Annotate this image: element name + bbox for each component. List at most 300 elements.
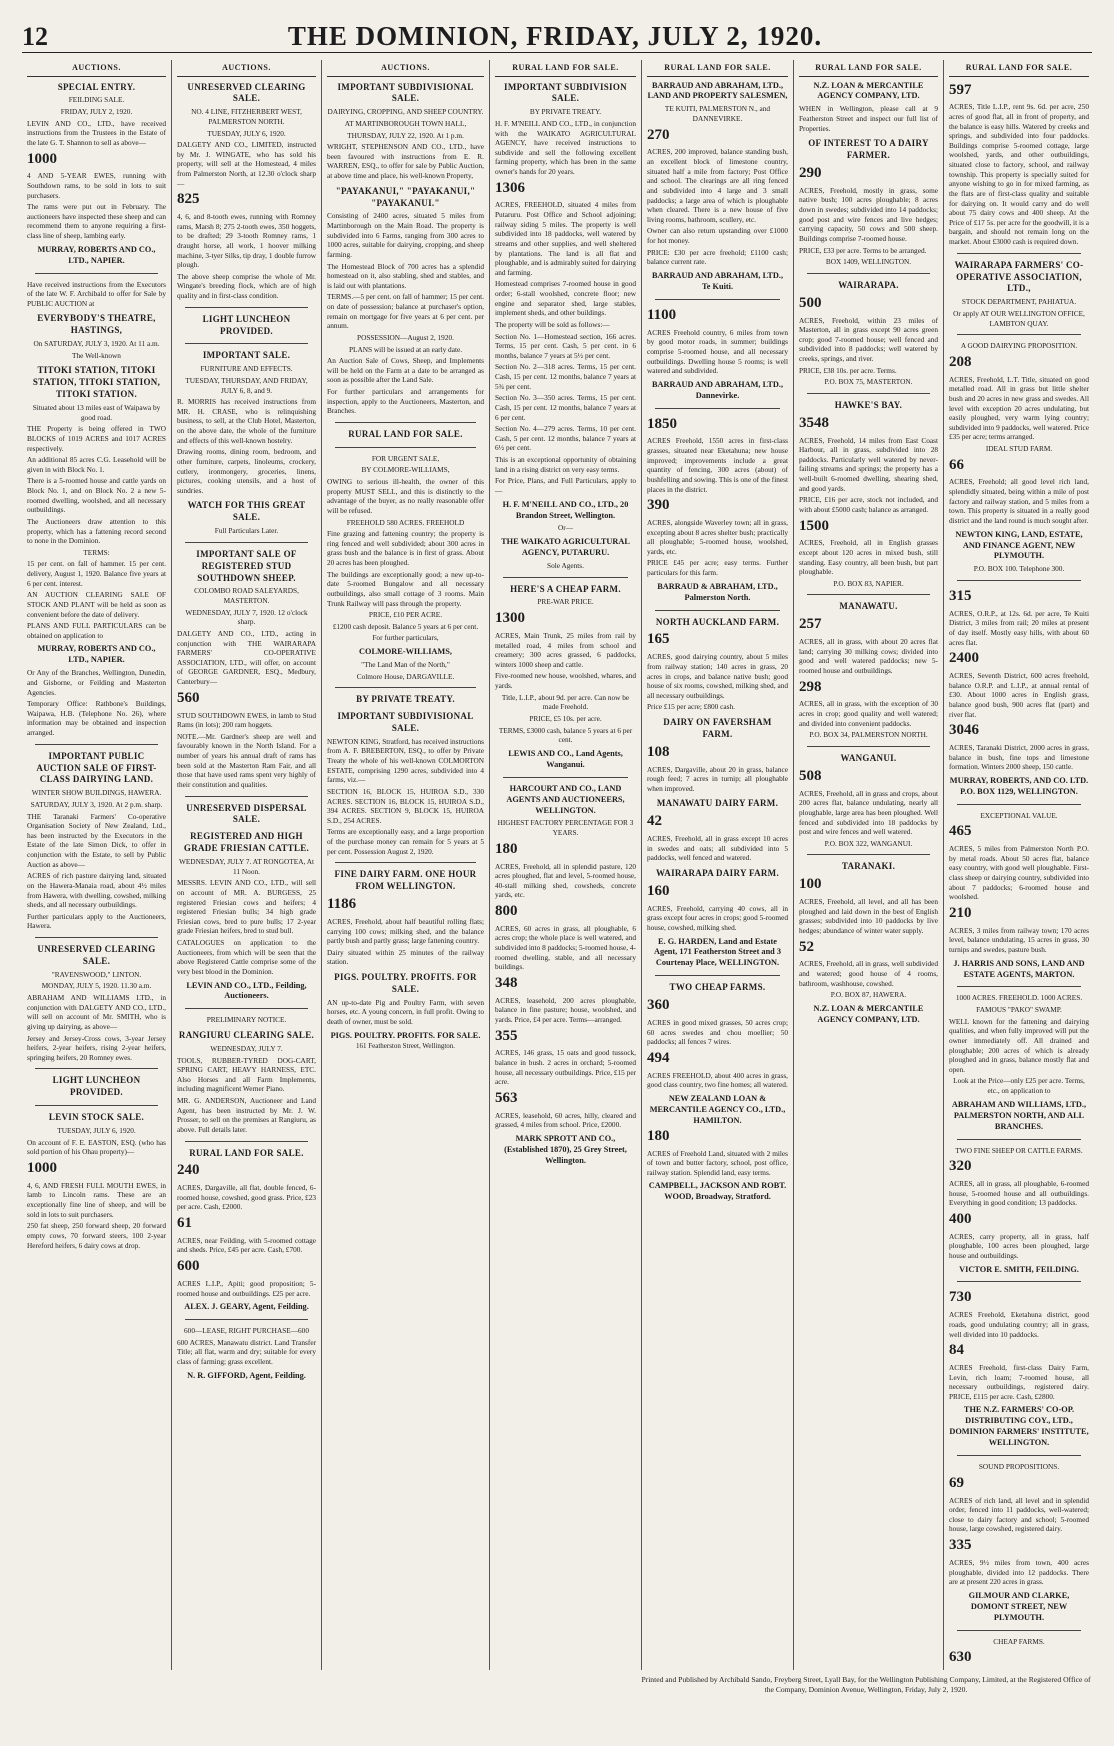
ad-centered-line: POSSESSION—August 2, 1920. xyxy=(357,332,454,342)
ad-acreage: 108 xyxy=(647,743,670,760)
ad-firm-name: BARRAUD AND ABRAHAM, LTD., Te Kuiti. xyxy=(651,270,784,291)
ad-heading: MANAWATU DAIRY FARM. xyxy=(656,798,779,809)
ad-paragraph: AN AUCTION CLEARING SALE OF STOCK AND PLANT will be held as soon as convenient before the date of delivery. xyxy=(27,590,166,619)
ad-divider xyxy=(807,746,930,747)
ad-divider xyxy=(655,975,780,976)
page-number: 12 xyxy=(22,22,48,51)
ad-paragraph: ACRES, all in grass, with the exception of 30 acres in crop; good quality and well watered; and divided into convenient paddocks. xyxy=(799,699,938,728)
ad-centered-line: WINTER SHOW BUILDINGS, HAWERA. xyxy=(31,788,162,798)
ad-centered-line: 1000 ACRES. FREEHOLD. 1000 ACRES. xyxy=(955,993,1083,1003)
ad-paragraph: ACRES, good dairying country, about 5 miles from railway station; 140 acres in grass, 20 acres in crops, and balance native bush; good house of six rooms, cowshed, milking shed, and all necessary outbuildings. xyxy=(647,652,788,700)
ad-heading: RURAL LAND FOR SALE. xyxy=(348,428,463,439)
ad-acreage: 298 xyxy=(799,678,822,695)
ad-centered-line: EXCEPTIONAL VALUE. xyxy=(980,810,1058,820)
ad-centered-line: P.O. BOX 75, MASTERTON. xyxy=(824,377,913,387)
ad-heading: OF INTEREST TO A DAIRY FARMER. xyxy=(808,138,929,161)
ad-divider xyxy=(335,447,476,448)
ad-acreage: 290 xyxy=(799,165,822,182)
ad-paragraph: ACRES, leasehold, 200 acres ploughable, balance in fine pasture; house, woolshed, and yards. Price, £4 per acre. Terms—arranged. xyxy=(495,995,636,1024)
ad-firm-name: VICTOR E. SMITH, FEILDING. xyxy=(959,1264,1079,1274)
ad-firm-name: BARRAUD AND ABRAHAM, LTD., LAND AND PROPERTY SALESMEN, xyxy=(647,80,788,101)
ad-heading: LIGHT LUNCHEON PROVIDED. xyxy=(52,1075,141,1098)
ad-acreage: 2400 xyxy=(949,650,979,667)
ad-heading: SPECIAL ENTRY. xyxy=(57,81,136,92)
ad-acreage: 100 xyxy=(799,876,822,893)
ad-divider xyxy=(957,1455,1081,1456)
ad-paragraph: Jersey and Jersey-Cross cows, 3-year Jersey heifers, 2-year heifers, rising 2-year heifers, springing heifers, 20 Romney ewes. xyxy=(27,1033,166,1062)
ad-divider xyxy=(957,334,1081,335)
ad-acreage: 800 xyxy=(495,903,518,919)
ad-paragraph: PRICE, £16 per acre, stock not included, and with about £5000 cash; balance as arranged. xyxy=(799,495,938,514)
ad-firm-name: HARCOURT AND CO., LAND AGENTS AND AUCTIONEERS, WELLINGTON. xyxy=(506,783,625,815)
ad-centered-line: Or apply AT OUR WELLINGTON OFFICE, LAMBTON QUAY. xyxy=(953,308,1085,328)
column-heading: AUCTIONS. xyxy=(177,60,316,77)
column-heading: RURAL LAND FOR SALE. xyxy=(647,60,788,77)
ad-heading: TARANAKI. xyxy=(841,861,896,872)
ad-acreage: 270 xyxy=(647,126,670,143)
ad-firm-name: THE N.Z. FARMERS' CO-OP. DISTRIBUTING COY., LTD., DOMINION FARMERS' INSTITUTE, WELLINGTON. xyxy=(949,1405,1089,1448)
ad-acreage: 3548 xyxy=(799,414,829,431)
ad-centered-line: £1200 cash deposit. Balance 5 years at 6 per cent. xyxy=(332,621,479,631)
ad-centered-line: PRELIMINARY NOTICE. xyxy=(206,1015,287,1025)
ad-acreage: 208 xyxy=(949,353,972,370)
ad-acreage: 825 xyxy=(177,191,200,208)
ad-firm-name: N.Z. LOAN & MERCANTILE AGENCY COMPANY, LTD. xyxy=(813,1003,924,1024)
ad-paragraph: MR. G. ANDERSON, Auctioneer and Land Agent, has been instructed by Mr. J. W. Prosser, to sell on the premises at Rangiuru, as above. Full details later. xyxy=(177,1096,316,1134)
ad-heading: "PAYAKANUI," "PAYAKANUI," "PAYAKANUI." xyxy=(335,185,476,208)
ad-acreage: 165 xyxy=(647,631,670,648)
ad-firm-name: LEWIS AND CO., Land Agents, Wanganui. xyxy=(508,748,623,769)
ad-paragraph: Temporary Office: Rathbone's Buildings, Waipawa, H.B. (Telephone No. 26), where information may be obtained and inspection arranged. xyxy=(27,699,166,738)
ad-paragraph: ACRES, Freehold, about half beautiful rolling flats; carrying 100 cows; milking shed, and the balance partly bush and partly grass; large fattening country. xyxy=(327,916,484,946)
column-7 xyxy=(944,60,1094,1670)
ad-heading: REGISTERED AND HIGH GRADE FRIESIAN CATTLE. xyxy=(183,831,310,854)
ad-divider xyxy=(655,408,780,409)
ad-centered-line: SOUND PROPOSITIONS. xyxy=(978,1462,1060,1472)
ad-paragraph: On account of F. E. EASTON, ESQ. (who has sold portion of his Ohau property)— xyxy=(27,1137,166,1157)
ad-paragraph: ACRES, 146 grass, 15 oats and good tussock, balance in bush. 2 acres in orchard; 5-roomed house, all necessary outbuildings. Price, £15 per acre. xyxy=(495,1048,636,1087)
ad-centered-line: Situated about 13 miles east of Waipawa by good road. xyxy=(32,403,161,422)
ad-divider xyxy=(185,1141,308,1142)
ad-centered-line: PRICE, £5 10s. per acre. xyxy=(529,713,602,723)
ad-acreage: 1306 xyxy=(495,179,525,196)
ad-heading: FINE DAIRY FARM. ONE HOUR FROM WELLINGTON. xyxy=(334,869,477,892)
ad-heading: IMPORTANT SALE OF REGISTERED STUD SOUTHDOWN SHEEP. xyxy=(196,548,297,583)
ad-paragraph: ACRES, all in grass, all ploughable, 6-roomed house, 5-roomed house and all outbuildings. Everything in good condition; 13 paddocks. xyxy=(949,1178,1089,1208)
ad-centered-line: DAIRYING, CROPPING, AND SHEEP COUNTRY. xyxy=(327,107,484,117)
ad-acreage: 600 xyxy=(177,1258,200,1275)
ad-paragraph: DALGETY AND CO., LIMITED, instructed by Mr. J. WINGATE, who has sold his property, will sell at the Homestead, 4 miles from Palmerston North, at 12.30 o'clock sharp— xyxy=(177,140,316,188)
ad-acreage: 730 xyxy=(949,1289,972,1306)
ad-centered-line: FOR URGENT SALE, xyxy=(371,453,440,463)
ad-paragraph: Section No. 2—318 acres. Terms, 15 per cent. Cash, 15 per cent. 12 months, balance 7 years at 5¾ per cent. xyxy=(495,362,636,391)
ad-centered-line: FAMOUS "PAKO" SWAMP. xyxy=(976,1005,1062,1015)
ad-heading: DAIRY ON FAVERSHAM FARM. xyxy=(663,717,772,739)
ad-centered-line: TUESDAY, JULY 6, 1920. xyxy=(57,1126,136,1136)
ad-paragraph: Section No. 1—Homestead section, 166 acres. Terms, 15 per cent. Cash, 5 per cent. in 6 months, balance 7 years at 5½ per cent. xyxy=(495,331,636,360)
ad-centered-line: WEDNESDAY, JULY 7, 1920. 12 o'clock sharp. xyxy=(185,607,308,627)
ad-paragraph: TOOLS, RUBBER-TYRED DOG-CART, SPRING CART, HEAVY HARNESS, ETC. Also Horses and all Farm Implements, including magnificent Werner Piano. xyxy=(177,1055,316,1094)
ad-paragraph: ACRES, Freehold, all in grass except 10 acres in swedes and oats; all subdivided into 5 paddocks, well fenced and watered. xyxy=(647,834,788,863)
ad-centered-line: BY COLMORE-WILLIAMS, xyxy=(361,465,450,475)
ad-heading: IMPORTANT SUBDIVISIONAL SALE. xyxy=(337,711,474,733)
ad-divider xyxy=(185,307,308,308)
ad-centered-line: THURSDAY, JULY 22, 1920. At 1 p.m. xyxy=(347,130,464,140)
ad-paragraph: ACRES Freehold, 1550 acres in first-class grasses, situated near Eketahuna; new house improved; improvements include a great quantity of fencing, 300 acres (about) of bushfelling and sowing. This is one of the finest places in the district. xyxy=(647,436,788,494)
ad-divider xyxy=(957,986,1081,987)
ad-paragraph: ACRES, Freehold, within 23 miles of Masterton, all in grass except 90 acres green crop; good 7-roomed house; well fenced and subdivided into 8 paddocks; well watered by creeks, springs, and river. xyxy=(799,315,938,364)
ad-firm-name: MURRAY, ROBERTS AND CO., LTD., NAPIER. xyxy=(37,644,156,665)
ad-heading: IMPORTANT SUBDIVISION SALE. xyxy=(504,81,627,104)
column-heading: RURAL LAND FOR SALE. xyxy=(949,60,1089,77)
ad-paragraph: ACRES, Dargaville, about 20 in grass, balance rough feed; 7 acres in turnip; all ploughable when improved. xyxy=(647,764,788,793)
ad-heading: UNRESERVED DISPERSAL SALE. xyxy=(186,802,307,825)
ad-firm-name: GILMOUR AND CLARKE, DOMONT STREET, NEW PLYMOUTH. xyxy=(968,1590,1070,1622)
ad-heading: UNRESERVED CLEARING SALE. xyxy=(37,944,156,966)
ad-paragraph: NEWTON KING, Stratford, has received instructions from A. F. BREBERTON, ESQ., to offer by Private Treaty the whole of his well-known COLMORTON ESTATE, comprising 1290 acres, subdivided into 4 farms, viz.— xyxy=(327,736,484,785)
ad-paragraph: ACRES, 200 improved, balance standing bush, an excellent block of limestone country, situated half a mile from factory; Post Office and school. The clearings are all ring fenced and subdivided into 4 large and 3 small paddocks; a large area of which is ploughable when cleared. There is a new house of five living rooms, bathroom, scullery, etc. xyxy=(647,147,788,224)
ad-firm-name: ABRAHAM AND WILLIAMS, LTD., PALMERSTON NORTH, AND ALL BRANCHES. xyxy=(951,1099,1087,1131)
ad-paragraph: H. F. M'NEILL AND CO., LTD., in conjunction with the WAIKATO AGRICULTURAL AGENCY, have received instructions to subdivide and sell the following excellent farming property, which has been in the same owner's hands for 20 years. xyxy=(495,118,636,177)
ad-acreage: 240 xyxy=(177,1162,200,1179)
ad-paragraph: The rams were put out in February. The auctioneers have inspected these sheep and can recommend them to anyone requiring a first-class line of sheep, lambing early. xyxy=(27,202,166,241)
ad-paragraph: TERMS.—5 per cent. on fall of hammer; 15 per cent. on date of possession; balance at purchaser's option, remain on mortgage for five years at 6 per cent. per annum. xyxy=(327,292,484,331)
ad-centered-line: MONDAY, JULY 5, 1920. 11.30 a.m. xyxy=(41,981,152,991)
column-heading: AUCTIONS. xyxy=(327,60,484,77)
ad-paragraph: ACRES, alongside Waverley town; all in grass, excepting about 8 acres shelter bush; practically all ploughable; 5-roomed house, woolshed, yards, etc. xyxy=(647,517,788,556)
ad-acreage: 1000 xyxy=(27,150,57,167)
ad-centered-line: FEILDING SALE. xyxy=(68,95,125,105)
ad-acreage: 160 xyxy=(647,882,670,899)
column-3 xyxy=(322,60,490,1670)
ad-paragraph: Owner can also return upstanding over £1000 for hot money. xyxy=(647,226,788,246)
ad-divider xyxy=(655,299,780,300)
ad-acreage: 494 xyxy=(647,1049,670,1066)
ad-divider xyxy=(335,422,476,423)
ad-heading: MANAWATU. xyxy=(839,601,898,612)
ad-paragraph: The property will be sold as follows:— xyxy=(495,319,610,329)
ad-divider xyxy=(35,273,158,274)
ad-centered-line: Or— xyxy=(558,523,573,533)
ad-acreage: 42 xyxy=(647,813,662,830)
ad-heading: TITOKI STATION, TITOKI STATION, TITOKI STATION, TITOKI STATION. xyxy=(32,365,161,400)
ad-heading: IMPORTANT PUBLIC AUCTION SALE OF FIRST-CLASS DAIRYING LAND. xyxy=(36,750,157,785)
ad-divider xyxy=(957,804,1081,805)
ad-paragraph: 4, 6, and 8-tooth ewes, running with Romney rams, Marsh 8; 275 2-tooth ewes, 350 hoggets, to be drafted; 29 3-tooth Romney rams, 1 draught horse, all work, 1 hoover milking machine, 3-tyer Silks, tip dray, 1 double furrow plough. xyxy=(177,212,316,270)
ad-divider xyxy=(35,1068,158,1069)
ad-paragraph: CATALOGUES on application to the Auctioneers, from which will be seen that the above Registered Cattle comprise some of the very best blood in the Dominion. xyxy=(177,938,316,976)
ad-paragraph: THE Property is being offered in TWO BLOCKS of 1019 ACRES and 1017 ACRES respectively. xyxy=(27,424,166,453)
ad-centered-line: AT MARTINBOROUGH TOWN HALL, xyxy=(344,118,467,128)
ad-heading: WATCH FOR THIS GREAT SALE. xyxy=(187,500,306,523)
ad-paragraph: Price £15 per acre; £800 cash. xyxy=(647,702,735,712)
ad-paragraph: ACRES, Freehold, all in English grasses except about 120 acres in mixed bush, still standing. Easy country, all been bush, but part ploughable. xyxy=(799,538,938,577)
ad-centered-line: FREEHOLD 580 ACRES. FREEHOLD xyxy=(346,517,465,527)
ad-divider xyxy=(35,1105,158,1106)
ad-centered-line: TERMS: xyxy=(83,547,110,557)
ad-divider xyxy=(957,253,1081,254)
ad-centered-line: Full Particulars Later. xyxy=(214,526,279,536)
ad-firm-name: E. G. HARDEN, Land and Estate Agent, 171 Featherston Street and 3 Courtenay Place, WELLINGTON. xyxy=(653,936,782,968)
ad-acreage: 360 xyxy=(647,997,670,1014)
ad-paragraph: PRICE: £30 per acre freehold; £1100 cash; balance current rate. xyxy=(647,247,788,267)
ad-divider xyxy=(335,862,476,863)
ad-acreage: 257 xyxy=(799,616,822,633)
ad-heading: EVERYBODY'S THEATRE, HASTINGS, xyxy=(37,313,156,336)
ad-acreage: 69 xyxy=(949,1474,964,1491)
ad-paragraph: ACRES, Seventh District, 600 acres freehold, balance O.R.P. and L.I.P., at annual rental of £30. About 1000 acres in English grass, balance good bush, 900 acres flat (part) and river flat. xyxy=(949,671,1089,719)
ad-centered-line: HIGHEST FACTORY PERCENTAGE FOR 3 YEARS. xyxy=(497,818,634,838)
ad-paragraph: ACRES, Freehold, all in grass and crops, about 200 acres flat, balance undulating, nearly all ploughable, large area has been ploughed. Well fenced and subdivided into 18 paddocks by post and wire fences and well watered. xyxy=(799,788,938,837)
ad-paragraph: There is a 5-roomed house and cattle yards on Block No. 1, and on Block No. 2 a new 5-roomed dwelling, woolshed, and all necessary outbuildings. xyxy=(27,476,166,515)
ad-paragraph: Or Any of the Branches, Wellington, Dunedin, and Gisborne, or Feilding and Masterton Agencies. xyxy=(27,668,166,697)
ad-acreage: 3046 xyxy=(949,722,979,739)
ad-centered-line: Look at the Price—only £25 per acre. Terms, etc., on application to xyxy=(953,1076,1085,1096)
ad-centered-line: TUESDAY, JULY 6, 1920. xyxy=(207,128,286,138)
ad-paragraph: ACRES, 60 acres in grass, all ploughable, 6 acres crop; the whole place is well watered, and subdivided into 8 paddocks; 5-roomed house, 4-roomed dwelling, stable, and all necessary buildings. xyxy=(495,923,636,972)
ad-acreage: 320 xyxy=(949,1158,972,1175)
ad-firm-name: MARK SPROTT AND CO., (Established 1870), 25 Grey Street, Wellington. xyxy=(504,1133,627,1165)
ad-firm-name: BARRAUD & ABRAHAM, LTD., Palmerston North. xyxy=(657,581,778,602)
column-1 xyxy=(22,60,172,1670)
ad-paragraph: ACRES, O.R.P., at 12s. 6d. per acre, Te Kuiti District, 3 miles from rail; 20 miles at present of day itself. Mostly easy hills, with about 60 acres flat. xyxy=(949,608,1089,647)
ad-paragraph: ACRES of rich pasture dairying land, situated on the Hawera-Manaia road, about 4½ miles from Hawera, with dwelling, cowshed, milking sheds, and all necessary outbuildings. xyxy=(27,871,166,910)
ad-paragraph: 4 AND 5-YEAR EWES, running with Southdown rams, to be sold in lots to suit purchasers. xyxy=(27,171,166,200)
ad-paragraph: DALGETY AND CO., LTD., acting in conjunction with THE WAIRARAPA FARMERS' CO-OPERATIVE ASSOCIATION, LTD., will offer, on account of GEORGE GARDNER, ESQ., Medbury, Canterbury— xyxy=(177,628,316,687)
ad-paragraph: THE Taranaki Farmers' Co-operative Organisation Society of New Zealand, Ltd., has been instructed by the Executors in the Estate of the late Simon Dick, to offer in conjunction with the Estate, to sell by Public Auction as above— xyxy=(27,811,166,869)
ad-paragraph: ACRES, Freehold, all level, and all has been ploughed and laid down in the best of English grasses; subdivided into 10 paddocks by live hedges; abundance of winter water supply. xyxy=(799,897,938,935)
ad-paragraph: 4, 6, AND FRESH FULL MOUTH EWES, in lamb to Lincoln rams. These are an exceptionally fine line of sheep, and will be sold in lots to suit purchasers. xyxy=(27,1180,166,1219)
ad-paragraph: ACRES Freehold, first-class Dairy Farm, Levin, rich loam; 7-roomed house, all necessary outbuildings, registered dairy. PRICE, £115 per acre. Cash, £2800. xyxy=(949,1362,1089,1401)
ad-paragraph: ACRES, leasehold, 60 acres, hilly, cleared and grassed, 4 miles from school. Price, £2000. xyxy=(495,1110,636,1130)
ad-divider xyxy=(185,343,308,344)
ad-firm-name: COLMORE-WILLIAMS, xyxy=(359,647,452,657)
ad-paragraph: ACRES, Freehold, mostly in grass, some native bush; 100 acres ploughable; 8 acres down in swedes; subdivided into 14 paddocks; good post and wire fences and live hedges; carrying capacity, 50 cows and 500 sheep. Buildings comprise 7-roomed house. xyxy=(799,185,938,243)
ad-divider xyxy=(957,1630,1081,1631)
ad-paragraph: 250 fat sheep, 250 forward sheep, 20 forward empty cows, 70 forward steers, 100 2-year Hereford heifers, 6 dairy cows at drop. xyxy=(27,1221,166,1250)
ad-firm-name: LEVIN AND CO., LTD., Feilding, Auctioneers. xyxy=(186,980,307,1001)
ad-centered-line: P.O. BOX 87, HAWERA. xyxy=(830,990,907,1000)
ad-paragraph: AN up-to-date Pig and Poultry Farm, with seven horses, etc. A young concern, in full profit. Owing to death of owner, must be sold. xyxy=(327,997,484,1027)
ad-paragraph: ACRES FREEHOLD, about 400 acres in grass, good class country, two fine homes; all watered. xyxy=(647,1070,788,1090)
ad-divider xyxy=(655,610,780,611)
ad-paragraph: ACRES, Taranaki District, 2000 acres in grass, balance in bush, fine tops and limestone formation. Winters 2000 sheep, 150 cattle. xyxy=(949,743,1089,772)
ad-paragraph: For further particulars and arrangements for inspection, apply to the Auctioneers, Masterton, and Branches. xyxy=(327,387,484,416)
ad-heading: UNRESERVED CLEARING SALE. xyxy=(187,81,306,104)
ad-centered-line: PLANS will be issued at an early date. xyxy=(348,344,463,354)
ad-centered-line: SATURDAY, JULY 3, 1920. At 2 p.m. sharp. xyxy=(30,799,163,809)
ad-paragraph: ACRES, near Feilding, with 5-roomed cottage and sheds. Price, £45 per acre. Cash, £700. xyxy=(177,1235,316,1255)
ad-heading: LIGHT LUNCHEON PROVIDED. xyxy=(202,313,291,336)
column-2 xyxy=(172,60,322,1670)
ad-paragraph: Section No. 4—279 acres. Terms, 10 per cent. Cash, 5 per cent. 12 months, balance 7 years at 6½ per cent. xyxy=(495,424,636,453)
ad-centered-line: COLOMBO ROAD SALEYARDS, MASTERTON. xyxy=(194,586,299,606)
ad-acreage: 61 xyxy=(177,1215,192,1232)
ad-centered-line: CHEAP FARMS. xyxy=(993,1636,1045,1646)
column-6 xyxy=(794,60,944,1670)
ad-paragraph: An additional 85 acres C.G. Leasehold will be given in with Block No. 1. xyxy=(27,455,166,474)
ad-firm-name: CAMPBELL, JACKSON AND ROBT. WOOD, Broadway, Stratford. xyxy=(648,1181,787,1202)
ad-paragraph: The Auctioneers draw attention to this property, which has a fattening record second to none in the Dominion. xyxy=(27,516,166,546)
ad-paragraph: NOTE.—Mr. Gardner's sheep are well and favourably known in the North Island. For a number of years his annual draft of rams has been sold at the Masterton Ram Fair, and all those that have used rams spent very highly of their constitution and qualities. xyxy=(177,731,316,789)
ad-paragraph: ACRES Freehold, Eketahuna district, good roads, good undulating country; all in grass, well divided into 10 paddocks. xyxy=(949,1310,1089,1339)
ad-paragraph: Further particulars apply to the Auctioneers, Hawera. xyxy=(27,911,166,931)
ad-firm-name: H. F. M'NEILL AND CO., LTD., 20 Brandon Street, Wellington. xyxy=(502,499,629,520)
ad-paragraph: Drawing rooms, dining room, bedroom, and other furniture, carpets, linoleums, crockery, cutlery, ironmongery, groceries, linens, pictures, cooking utensils, and a host of sundries. xyxy=(177,447,316,495)
ad-heading: HAWKE'S BAY. xyxy=(834,399,903,410)
ad-centered-line: FRIDAY, JULY 2, 1920. xyxy=(60,107,133,117)
ad-paragraph: OWING to serious ill-health, the owner of this property MUST SELL, and this is distinctly to the advantage of the buyer, as no really reasonable offer will be refused. xyxy=(327,477,484,515)
ad-centered-line: WEDNESDAY, JULY 7. xyxy=(210,1043,283,1053)
ad-divider xyxy=(807,854,930,855)
ad-paragraph: STUD SOUTHDOWN EWES, in lamb to Stud Rams (in lots); 200 ram hoggets. xyxy=(177,710,316,730)
ad-acreage: 1300 xyxy=(495,610,525,627)
ad-acreage: 500 xyxy=(799,294,822,311)
ad-paragraph: Consisting of 2400 acres, situated 5 miles from Martinborough on the Main Road. The property is subdivided into 6 Farms, ranging from 300 acres to 1000 acres, suitable for dairying, cropping, and sheep farming. xyxy=(327,211,484,259)
ad-centered-line: "The Land Man of the North," xyxy=(361,659,450,669)
ad-centered-line: BOX 1409, WELLINGTON. xyxy=(825,257,912,267)
ad-divider xyxy=(185,796,308,797)
ad-firm-name: N. R. GIFFORD, Agent, Feilding. xyxy=(187,1370,306,1380)
ad-centered-line: On SATURDAY, JULY 3, 1920. At 11 a.m. xyxy=(33,339,160,349)
ad-acreage: 508 xyxy=(799,767,822,784)
ad-paragraph: An Auction Sale of Cows, Sheep, and Implements will be held on the Farm at a date to be arranged as soon as possible after the Land Sale. xyxy=(327,356,484,385)
newspaper-title: THE DOMINION, FRIDAY, JULY 2, 1920. xyxy=(287,21,823,51)
ad-acreage: 1100 xyxy=(647,306,677,323)
ad-heading: RANGIURU CLEARING SALE. xyxy=(178,1030,315,1041)
ad-centered-line: For further particulars, xyxy=(372,633,439,643)
ad-divider xyxy=(335,687,476,688)
ad-paragraph: ACRES of rich land, all level and in splendid order, fenced into 11 paddocks, well-watered; close to dairy factory and school; 5-roomed house, large cowshed, registered dairy. xyxy=(949,1495,1089,1534)
column-area xyxy=(22,60,1094,1670)
ad-paragraph: ACRES, 3 miles from railway town; 170 acres level, balance undulating, 15 acres in grass, 30 turnips and swedes, pasture bush. xyxy=(949,925,1089,954)
column-4 xyxy=(490,60,642,1670)
ad-firm-name: NEW ZEALAND LOAN & MERCANTILE AGENCY CO., LTD., HAMILTON. xyxy=(649,1093,786,1125)
ad-paragraph: ACRES Freehold country, 6 miles from town by good motor roads, in summer; buildings comprise 5-roomed house, and all necessary outbuildings. Dwelling house 5 rooms; is well watered and subdivided. xyxy=(647,327,788,376)
ad-acreage: 597 xyxy=(949,81,972,98)
ad-paragraph: MESSRS. LEVIN AND CO., LTD., will sell on account of MR. A. BURGESS, 25 registered Friesian cows and heifers; 4 registered Friesian bulls; 34 high grade Friesian cows, bred to pure bulls; 17 2-year grade Friesian heifers, bred to stud bull. xyxy=(177,878,316,936)
ad-paragraph: The Homestead Block of 700 acres has a splendid homestead on it, also stabling, shed and stables, and is laid out with plantations. xyxy=(327,261,484,290)
ad-divider xyxy=(185,542,308,543)
ad-paragraph: The buildings are exceptionally good; a new up-to-date 5-roomed Bungalow and all necessary outbuildings, also small cottage of 3 rooms. Main Trunk Railway will pass through the property. xyxy=(327,569,484,608)
column-heading: AUCTIONS. xyxy=(27,60,166,77)
ad-firm-name: NEWTON KING, LAND, ESTATE, AND FINANCE AGENT, NEW PLYMOUTH. xyxy=(955,529,1083,561)
ad-paragraph: For Price, Plans, and Full Particulars, apply to— xyxy=(495,476,636,495)
ad-heading: RURAL LAND FOR SALE. xyxy=(189,1147,304,1158)
ad-acreage: 563 xyxy=(495,1089,518,1106)
ad-centered-line: PRE-WAR PRICE. xyxy=(537,597,594,607)
ad-acreage: 84 xyxy=(949,1342,964,1359)
ad-paragraph: ABRAHAM AND WILLIAMS LTD., in conjunction with DALGETY AND CO., LTD., will sell on account of Mr. SMITH, who is giving up dairying, as above— xyxy=(27,993,166,1031)
ad-firm-name: N.Z. LOAN & MERCANTILE AGENCY COMPANY, LTD. xyxy=(813,80,924,101)
ad-divider xyxy=(807,273,930,274)
ad-centered-line: Title, L.I.P., about 9d. per acre. Can now be made Freehold. xyxy=(501,692,630,712)
ad-paragraph: PLANS AND FULL PARTICULARS can be obtained on application to xyxy=(27,621,166,640)
ad-centered-line: TWO FINE SHEEP OR CATTLE FARMS. xyxy=(955,1145,1083,1155)
ad-acreage: 348 xyxy=(495,974,518,991)
ad-paragraph: ACRES, 5 miles from Palmerston North P.O. by metal roads. About 50 acres flat, balance easy country, with good well ploughable. First-class sheep or dairying country, subdivided into about 7 paddocks; 6-roomed house and woolshed. xyxy=(949,844,1089,902)
ad-paragraph: The above sheep comprise the whole of Mr. Wingate's breeding flock, which are of high quality and in first-class condition. xyxy=(177,271,316,301)
ad-paragraph: Dairy situated within 25 minutes of the railway station. xyxy=(327,947,484,967)
ad-paragraph: ACRES, Freehold, carrying 40 cows, all in grass except four acres in crops; good 5-roomed house, cowshed, milking shed. xyxy=(647,903,788,932)
ad-paragraph: Five-roomed new house, woolshed, whares, and yards. xyxy=(495,671,636,691)
ad-divider xyxy=(503,777,628,778)
ad-paragraph: ACRES, Title L.I.P., rent 9s. 6d. per acre, 250 acres of good flat, all in front of property, and the balance is easy hills. Watered by creeks and springs, and subdivided into four paddocks. Buildings comprise 5-roomed cottage, large woolshed, yards, and other outbuildings, situated close to factory, school, and railway township. This property is specially suited for anyone wishing to go in for mixed farming, as the flats are of first-class quality and suitable for dairying on. It would carry and do well about 75 dairy cows and 400 sheep. At the Price of £17 5s. per acre for the goodwill, it is a bargain, and should not remain long on the market. About £3000 cash is required down. xyxy=(949,102,1089,247)
column-heading: RURAL LAND FOR SALE. xyxy=(495,60,636,77)
column-5 xyxy=(642,60,794,1670)
masthead xyxy=(22,18,1092,53)
ad-firm-name: THE WAIKATO AGRICULTURAL AGENCY, PUTARURU. xyxy=(501,537,630,558)
ad-acreage: 315 xyxy=(949,588,972,604)
ad-paragraph: ACRES L.I.P., Apiti; good proposition; 5-roomed house and outbuildings. £25 per acre. xyxy=(177,1278,316,1298)
ad-heading: WAIRARAPA FARMERS' CO-OPERATIVE ASSOCIATION, LTD., xyxy=(954,259,1084,294)
ad-paragraph: PRICE £45 per acre; easy terms. Further particulars for this farm. xyxy=(647,558,788,578)
ad-paragraph: Homestead comprises 7-roomed house in good order; 6-stall woolshed, concrete floor; new engine and separator shed, large stables, implement sheds, and other buildings. xyxy=(495,279,636,318)
ad-centered-line: P.O. BOX 322, WANGANUI. xyxy=(824,838,913,848)
ad-centered-line: A GOOD DAIRYING PROPOSITION. xyxy=(960,341,1078,351)
ad-acreage: 180 xyxy=(647,1127,670,1144)
ad-paragraph: ACRES, FREEHOLD, situated 4 miles from Putaruru. Post Office and School adjoining; railway siding 5 miles. The property is well subdivided into 18 paddocks, well watered by streams and other supplies, and well sheltered by plantations. The land is all flat and ploughable, and is admirably suited for dairying and farming. xyxy=(495,200,636,277)
ad-heading: HERE'S A CHEAP FARM. xyxy=(510,583,621,594)
ad-divider xyxy=(957,580,1081,581)
ad-divider xyxy=(185,1319,308,1320)
ad-acreage: 66 xyxy=(949,456,964,473)
ad-paragraph: WHEN in Wellington, please call at 9 Featherston Street and inspect our full list of Properties. xyxy=(799,104,938,133)
ad-paragraph: ACRES, Main Trunk, 25 miles from rail by metalled road, 4 miles from school and creamery; 300 acres grassed, 6 paddocks, winters 1000 sheep and cattle. xyxy=(495,630,636,669)
ad-paragraph: 15 per cent. on fall of hammer. 15 per cent. delivery, August 1, 1920. Balance five years at 6 per cent. interest. xyxy=(27,559,166,588)
ad-centered-line: STOCK DEPARTMENT, PAHIATUA. xyxy=(961,297,1077,307)
ad-divider xyxy=(807,594,930,595)
ad-paragraph: ACRES, 9½ miles from town, 400 acres ploughable, divided into 12 paddocks. There are at present 220 acres in grass. xyxy=(949,1557,1089,1587)
ad-heading: WAIRARAPA. xyxy=(838,279,899,290)
ad-paragraph: SECTION 16, BLOCK 15, HUIROA S.D., 330 ACRES. SECTION 16, BLOCK 15, HUIROA S.D., 394 ACRES. SECTION 9, BLOCK 15, HUIROA S.D., 254 ACRES. xyxy=(327,786,484,825)
ad-acreage: 1000 xyxy=(27,1159,57,1176)
ad-divider xyxy=(35,937,158,938)
ad-centered-line: P.O. BOX 83, NAPIER. xyxy=(833,578,904,588)
ad-centered-line: FURNITURE AND EFFECTS. xyxy=(200,364,293,374)
ad-centered-line: BY PRIVATE TREATY. xyxy=(529,107,602,117)
ad-centered-line: The Well-known xyxy=(72,350,121,360)
ad-paragraph: Section No. 3—350 acres. Terms, 15 per cent. Cash, 15 per cent. 12 months, balance 7 years at 6 per cent. xyxy=(495,393,636,422)
ad-heading: PIGS. POULTRY. PROFITS. FOR SALE. xyxy=(334,972,477,994)
ad-paragraph: R. MORRIS has received instructions from MR. H. CRASE, who is relinquishing business, to sell, at the Club Hotel, Masterton, on the above date, the whole of the furniture and effects of this well-known hostelry. xyxy=(177,397,316,445)
ad-paragraph: PRICE, £38 10s. per acre. Terms. xyxy=(799,365,897,375)
ad-firm-name: PIGS. POULTRY. PROFITS. FOR SALE. xyxy=(330,1030,481,1040)
ad-centered-line: TERMS, £3000 cash, balance 5 years at 6 per cent. xyxy=(498,725,633,745)
ad-centered-line: Sole Agents. xyxy=(547,560,584,570)
ad-paragraph: LEVIN AND CO., LTD., have received instructions from the Trustees in the Estate of the late G. T. Shannon to sell as above— xyxy=(27,118,166,147)
ad-paragraph: ACRES, Freehold, L.T. Title, situated on good metalled road. All in grass but little shelter bush and 20 acres in new grass and swedes. All level with exception 20 acres undulating, but easily ploughed, very warm lying country; subdivided into 9 paddocks, well watered. Price £35 per acre; terms arranged. xyxy=(949,374,1089,442)
ad-heading: WAIRARAPA DAIRY FARM. xyxy=(655,868,780,878)
ad-firm-name: J. HARRIS AND SONS, LAND AND ESTATE AGENTS, MARTON. xyxy=(953,958,1085,979)
ad-divider xyxy=(35,744,158,745)
ad-acreage: 400 xyxy=(949,1210,972,1227)
ad-paragraph: ACRES, carry property, all in grass, half ploughable, 100 acres been ploughed, large house and outbuildings. xyxy=(949,1231,1089,1260)
ad-acreage: 1850 xyxy=(647,415,677,432)
ad-acreage: 630 xyxy=(949,1649,972,1666)
column-heading: RURAL LAND FOR SALE. xyxy=(799,60,938,77)
ad-paragraph: Fine grazing and fattening country; the property is ring fenced and well subdivided; about 300 acres in grass bush and the balance is in first of grass. About 20 acres has been ploughed. xyxy=(327,529,484,568)
ad-acreage: 355 xyxy=(495,1027,518,1044)
ad-heading: NORTH AUCKLAND FARM. xyxy=(655,616,780,627)
ad-heading: BY PRIVATE TREATY. xyxy=(356,694,455,705)
ad-heading: LEVIN STOCK SALE. xyxy=(48,1112,145,1123)
ad-acreage: 335 xyxy=(949,1537,972,1554)
ad-paragraph: ACRES, Freehold, all in splendid pasture, 120 acres ploughed, flat and level, 5-roomed house, 40-stall milking shed, cowsheds, concrete yards, etc. xyxy=(495,861,636,900)
ad-centered-line: PRICE, £10 PER ACRE. xyxy=(368,610,443,620)
ad-centered-line: NO. 4 LINE, FITZHERBERT WEST, PALMERSTON NORTH. xyxy=(191,107,302,126)
ad-acreage: 180 xyxy=(495,840,518,857)
